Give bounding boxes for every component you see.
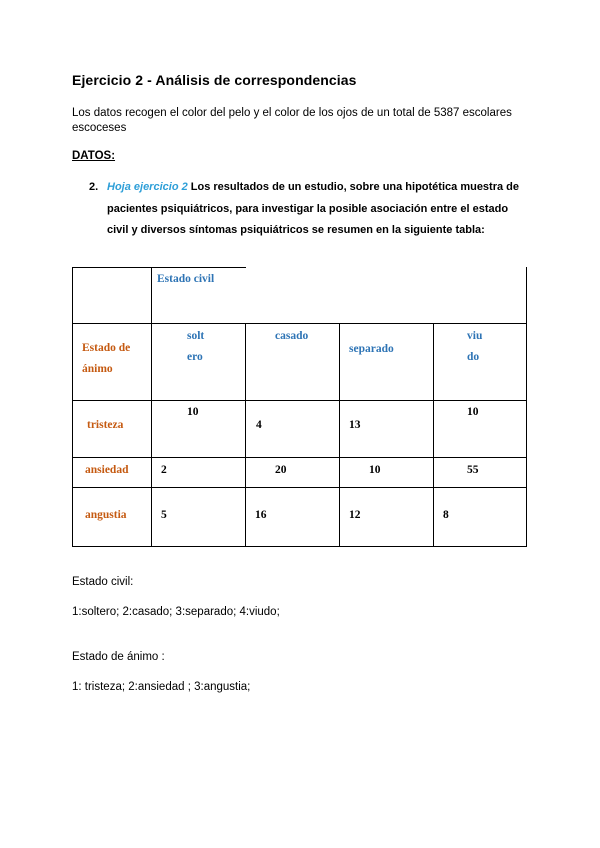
cell-tristeza-soltero: 10 [187, 406, 199, 418]
cell-angustia-separado: 12 [349, 509, 361, 521]
cell-ansiedad-separado: 10 [369, 464, 381, 476]
cell-angustia-soltero: 5 [161, 509, 167, 521]
estado-animo-header-line1: Estado de [82, 342, 131, 354]
item-description: Los resultados de un estudio, sobre una hipotética muestra de pacientes psiquiátricos, para investigar la posible asociación entre el estado civil y diversos síntomas psiquiátricos se resumen en la siguiente tabla: [107, 181, 520, 236]
cell-angustia-casado: 16 [255, 509, 267, 521]
cell-tristeza-separado: 13 [349, 419, 361, 431]
cell-tristeza-casado: 4 [256, 419, 262, 431]
column-header-viudo-l2: do [467, 351, 480, 363]
estado-civil-header: Estado civil [157, 273, 215, 285]
estado-animo-label: Estado de ánimo : [72, 651, 165, 663]
cell-angustia-viudo: 8 [443, 509, 449, 521]
cell-ansiedad-viudo: 55 [467, 464, 479, 476]
column-header-soltero-l2: ero [187, 351, 203, 363]
hoja-reference: Hoja ejercicio 2 [107, 181, 188, 193]
page-title: Ejercicio 2 - Análisis de correspondencias [72, 72, 357, 88]
column-header-viudo-l1: viu [467, 330, 483, 342]
intro-paragraph: Los datos recogen el color del pelo y el color de los ojos de un total de 5387 escolares escoceses [72, 107, 512, 134]
estado-civil-label: Estado civil: [72, 576, 134, 588]
row-label-ansiedad: ansiedad [85, 464, 129, 476]
datos-heading: DATOS: [72, 150, 116, 162]
column-header-soltero-l1: solt [187, 330, 205, 342]
row-label-angustia: angustia [85, 509, 127, 521]
item-number: 2. [89, 181, 99, 193]
estado-civil-codes: 1:soltero; 2:casado; 3:separado; 4:viudo; [72, 606, 280, 618]
cell-ansiedad-casado: 20 [275, 464, 287, 476]
row-label-tristeza: tristeza [87, 419, 124, 431]
column-header-separado: separado [349, 343, 394, 355]
column-header-casado: casado [275, 330, 309, 342]
estado-animo-codes: 1: tristeza; 2:ansiedad ; 3:angustia; [72, 681, 251, 693]
cell-ansiedad-soltero: 2 [161, 464, 167, 476]
estado-animo-header-line2: ánimo [82, 363, 113, 375]
cell-tristeza-viudo: 10 [467, 406, 479, 418]
